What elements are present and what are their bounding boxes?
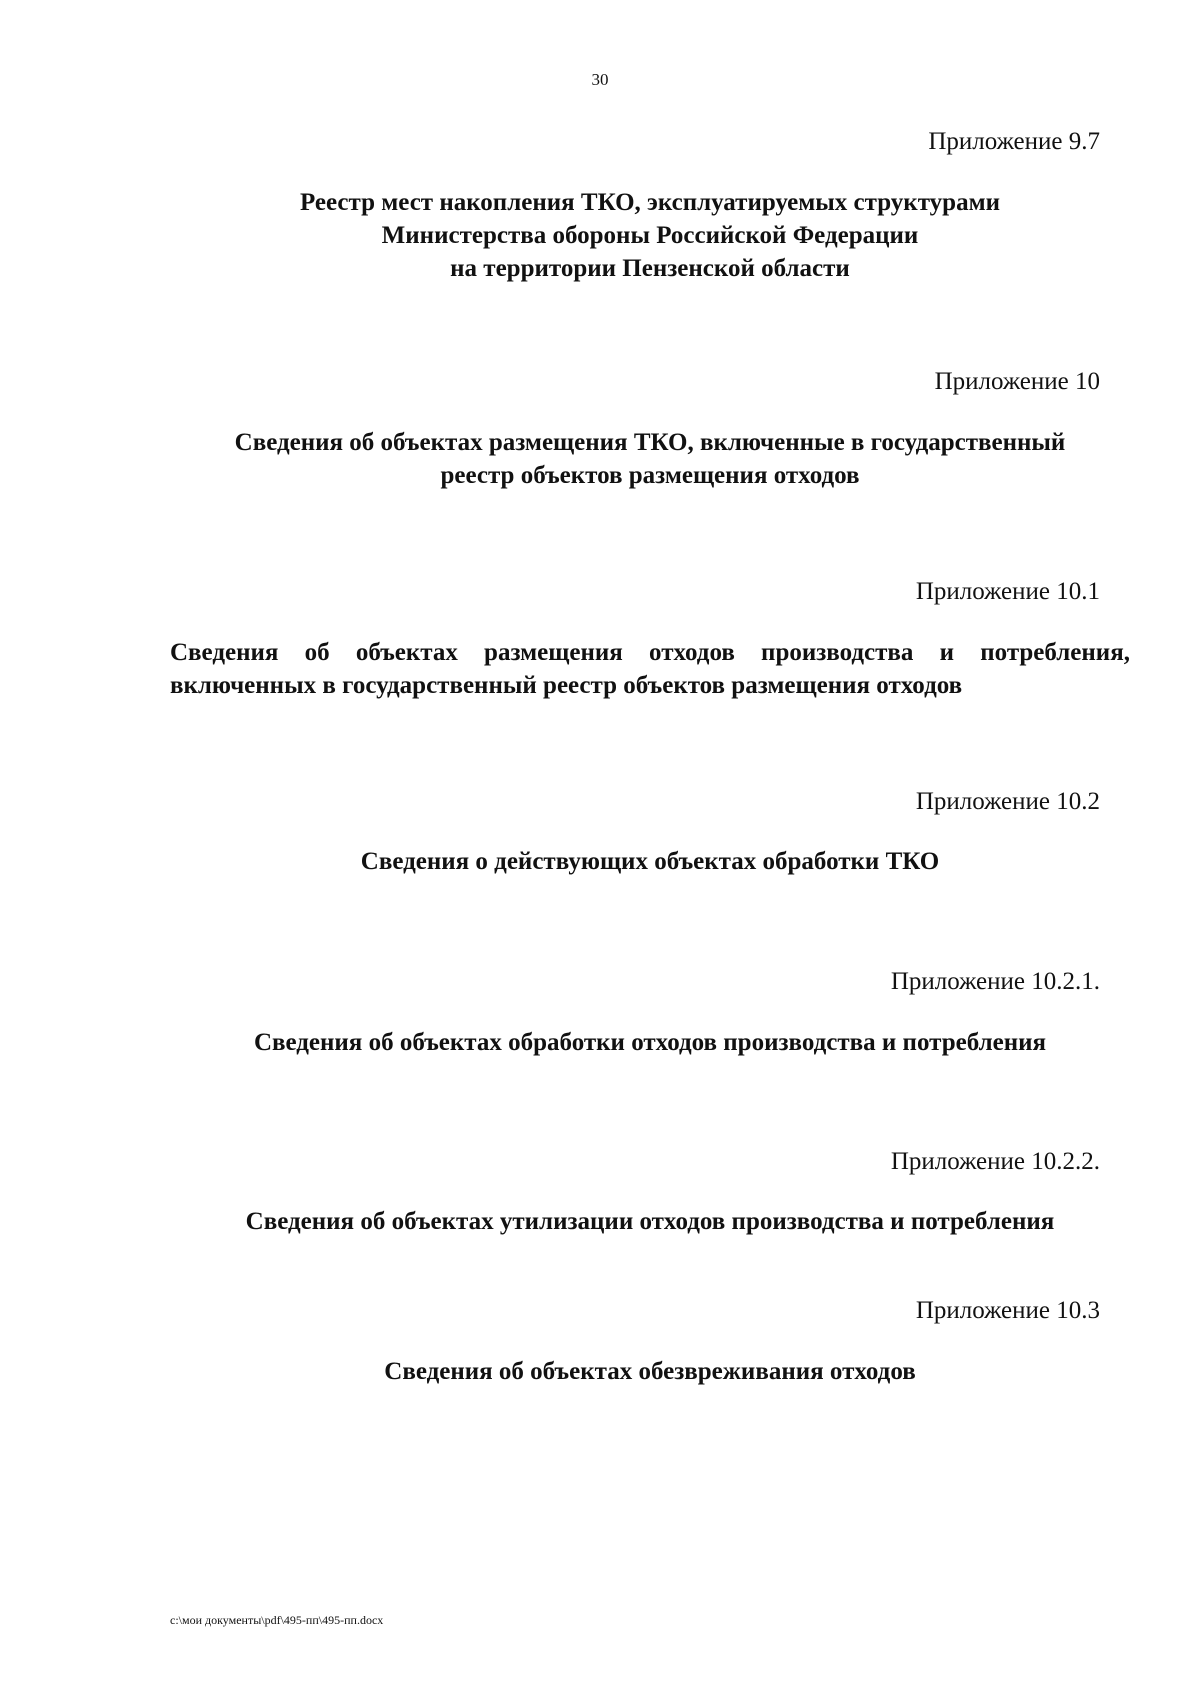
appendix-title-line: Сведения об объектах утилизации отходов производства и потребления	[245, 1208, 1055, 1235]
appendix-label: Приложение 10	[934, 368, 1100, 395]
page-number: 30	[591, 70, 609, 89]
appendix-title	[170, 636, 1130, 702]
appendix-title-line: на территории Пензенской области	[450, 255, 850, 282]
appendix-title-line: Сведения об объектах размещения отходов производства и потребления,	[170, 639, 1130, 666]
appendix-title	[170, 845, 1130, 878]
appendix-title-line: Реестр мест накопления ТКО, эксплуатируемых структурами	[299, 189, 1000, 216]
appendix-title-line: реестр объектов размещения отходов	[440, 462, 860, 489]
footer-file-path: c:\мои документы\pdf\495-пп\495-пп.docx	[170, 1613, 384, 1627]
appendix-title	[170, 186, 1130, 285]
appendix-title-line: включенных в государственный реестр объектов размещения отходов	[170, 672, 963, 699]
appendix-title	[170, 1355, 1130, 1388]
appendix-title-line: Сведения о действующих объектах обработки ТКО	[360, 848, 940, 875]
appendix-title-line: Министерства обороны Российской Федерации	[381, 222, 919, 249]
appendix-title	[170, 1026, 1130, 1059]
appendix-title-line: Сведения об объектах размещения ТКО, включенные в государственный	[234, 429, 1066, 456]
appendix-label: Приложение 10.2.2.	[890, 1148, 1100, 1175]
appendix-title-line: Сведения об объектах обработки отходов производства и потребления	[253, 1029, 1047, 1056]
appendix-title-line: Сведения об объектах обезвреживания отходов	[384, 1358, 916, 1385]
appendix-label: Приложение 10.3	[915, 1297, 1100, 1324]
appendix-label: Приложение 10.2.1.	[890, 968, 1100, 995]
appendix-label: Приложение 9.7	[928, 128, 1100, 155]
appendix-title	[170, 426, 1130, 492]
appendix-title	[170, 1205, 1130, 1238]
appendix-label: Приложение 10.2	[915, 788, 1100, 815]
appendix-label: Приложение 10.1	[915, 578, 1100, 605]
